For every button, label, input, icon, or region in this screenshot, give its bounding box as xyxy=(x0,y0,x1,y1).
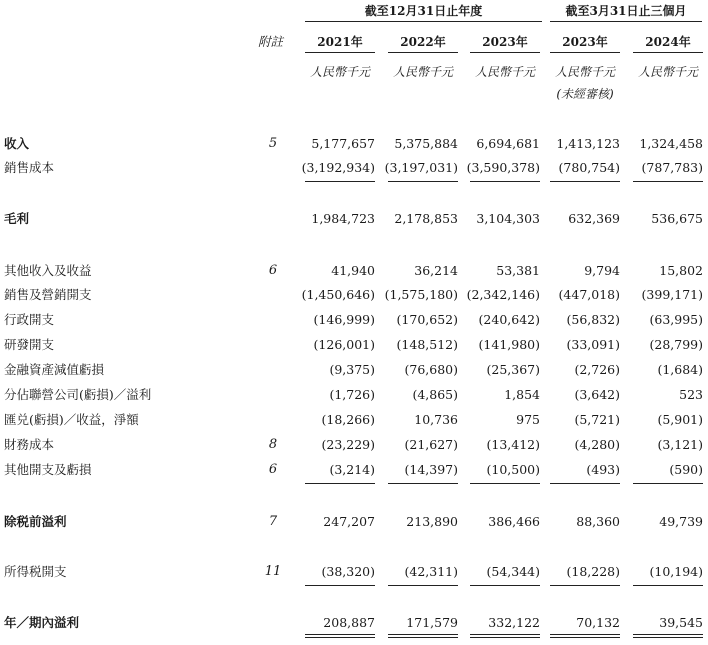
value-cell-profit-for-the-year-period-col0: 208,887 xyxy=(323,615,375,630)
value-cell-cost-of-sales-col0: (3,192,934) xyxy=(301,160,375,175)
single-rule-col4 xyxy=(633,181,703,182)
value-cell-exchange-gains-losses-net-col4: (5,901) xyxy=(657,412,703,427)
unit-2021: 人民幣千元 xyxy=(309,65,370,79)
value-cell-income-tax-expense-col3: (18,228) xyxy=(566,564,620,579)
value-cell-impairment-losses-on-financial-assets-col2: (25,367) xyxy=(486,362,540,377)
value-cell-rd-expenses-col3: (33,091) xyxy=(566,337,620,352)
value-cell-profit-for-the-year-period-col2: 332,122 xyxy=(488,615,540,630)
value-cell-other-expenses-and-losses-col0: (3,214) xyxy=(329,462,375,477)
value-cell-profit-for-the-year-period-col3: 70,132 xyxy=(576,615,620,630)
value-cell-impairment-losses-on-financial-assets-col4: (1,684) xyxy=(657,362,703,377)
value-cell-administrative-expenses-col1: (170,652) xyxy=(396,312,458,327)
value-cell-finance-costs-col3: (4,280) xyxy=(574,437,620,452)
header-three-months-group: 截至3月31日止三個月 xyxy=(565,4,687,18)
row-note-income-tax-expense: 11 xyxy=(264,564,282,579)
value-cell-finance-costs-col4: (3,121) xyxy=(657,437,703,452)
value-cell-exchange-gains-losses-net-col2: 975 xyxy=(516,412,540,427)
value-cell-cost-of-sales-col2: (3,590,378) xyxy=(466,160,540,175)
unit-2023-q1: 人民幣千元 xyxy=(554,65,615,79)
value-cell-gross-profit-col1: 2,178,853 xyxy=(394,211,458,226)
year-header-2022: 2022年 xyxy=(400,35,446,49)
value-cell-finance-costs-col1: (21,627) xyxy=(404,437,458,452)
value-cell-cost-of-sales-col1: (3,197,031) xyxy=(384,160,458,175)
double-rule-col1 xyxy=(388,634,458,638)
value-cell-profit-for-the-year-period-col4: 39,545 xyxy=(659,615,703,630)
year-rule-2023-q1 xyxy=(550,52,620,53)
value-cell-profit-before-tax-col3: 88,360 xyxy=(576,514,620,529)
value-cell-selling-and-marketing-expenses-col2: (2,342,146) xyxy=(466,287,540,302)
single-rule-col4 xyxy=(633,585,703,586)
row-label-profit-for-the-year-period: 年／期內溢利 xyxy=(4,615,80,630)
value-cell-income-tax-expense-col0: (38,320) xyxy=(321,564,375,579)
value-cell-other-expenses-and-losses-col4: (590) xyxy=(669,462,703,477)
header-fiscal-year-group: 截至12月31日止年度 xyxy=(364,4,483,18)
single-rule-col2 xyxy=(470,483,540,484)
value-cell-exchange-gains-losses-net-col1: 10,736 xyxy=(414,412,458,427)
value-cell-administrative-expenses-col4: (63,995) xyxy=(649,312,703,327)
row-note-other-expenses-and-losses: 6 xyxy=(268,462,278,477)
row-label-cost-of-sales: 銷售成本 xyxy=(4,160,55,175)
value-cell-impairment-losses-on-financial-assets-col0: (9,375) xyxy=(329,362,375,377)
row-label-rd-expenses: 研發開支 xyxy=(4,337,55,352)
single-rule-col2 xyxy=(470,181,540,182)
value-cell-share-of-associates-profit-loss-col4: 523 xyxy=(679,387,703,402)
value-cell-rd-expenses-col1: (148,512) xyxy=(396,337,458,352)
value-cell-income-tax-expense-col4: (10,194) xyxy=(649,564,703,579)
row-label-share-of-associates-profit-loss: 分佔聯營公司(虧損)／溢利 xyxy=(4,387,152,402)
row-label-other-income-and-gains: 其他收入及收益 xyxy=(4,263,92,278)
value-cell-gross-profit-col0: 1,984,723 xyxy=(311,211,375,226)
value-cell-other-income-and-gains-col1: 36,214 xyxy=(414,263,458,278)
value-cell-revenue-col3: 1,413,123 xyxy=(556,136,620,151)
value-cell-exchange-gains-losses-net-col0: (18,266) xyxy=(321,412,375,427)
value-cell-finance-costs-col0: (23,229) xyxy=(321,437,375,452)
row-label-exchange-gains-losses-net: 匯兑(虧損)／收益，淨額 xyxy=(4,412,139,427)
year-header-2024-q1: 2024年 xyxy=(645,35,691,49)
value-cell-rd-expenses-col0: (126,001) xyxy=(313,337,375,352)
value-cell-administrative-expenses-col3: (56,832) xyxy=(566,312,620,327)
value-cell-other-income-and-gains-col4: 15,802 xyxy=(659,263,703,278)
row-label-administrative-expenses: 行政開支 xyxy=(4,312,55,327)
value-cell-income-tax-expense-col2: (54,344) xyxy=(486,564,540,579)
value-cell-rd-expenses-col2: (141,980) xyxy=(478,337,540,352)
single-rule-col1 xyxy=(388,585,458,586)
double-rule-col4 xyxy=(633,634,703,638)
single-rule-col4 xyxy=(633,483,703,484)
double-rule-col0 xyxy=(305,634,375,638)
value-cell-revenue-col1: 5,375,884 xyxy=(394,136,458,151)
double-rule-col2 xyxy=(470,634,540,638)
single-rule-col3 xyxy=(550,181,620,182)
value-cell-impairment-losses-on-financial-assets-col1: (76,680) xyxy=(404,362,458,377)
year-header-2023-q1: 2023年 xyxy=(562,35,608,49)
value-cell-selling-and-marketing-expenses-col0: (1,450,646) xyxy=(301,287,375,302)
year-header-2023: 2023年 xyxy=(482,35,528,49)
unit-2024-q1: 人民幣千元 xyxy=(637,65,698,79)
value-cell-administrative-expenses-col2: (240,642) xyxy=(478,312,540,327)
value-cell-cost-of-sales-col4: (787,783) xyxy=(641,160,703,175)
single-rule-col3 xyxy=(550,585,620,586)
value-cell-profit-before-tax-col1: 213,890 xyxy=(406,514,458,529)
row-note-finance-costs: 8 xyxy=(268,437,278,452)
unit-2022: 人民幣千元 xyxy=(392,65,453,79)
unaudited-note: (未經審核) xyxy=(556,87,614,101)
row-label-gross-profit: 毛利 xyxy=(4,211,30,226)
value-cell-exchange-gains-losses-net-col3: (5,721) xyxy=(574,412,620,427)
single-rule-col1 xyxy=(388,181,458,182)
value-cell-revenue-col2: 6,694,681 xyxy=(476,136,540,151)
value-cell-gross-profit-col2: 3,104,303 xyxy=(476,211,540,226)
value-cell-profit-before-tax-col4: 49,739 xyxy=(659,514,703,529)
value-cell-income-tax-expense-col1: (42,311) xyxy=(404,564,458,579)
value-cell-profit-for-the-year-period-col1: 171,579 xyxy=(406,615,458,630)
header-three-months-rule xyxy=(550,21,702,22)
unit-2023: 人民幣千元 xyxy=(474,65,535,79)
row-label-revenue: 收入 xyxy=(4,136,30,151)
value-cell-gross-profit-col3: 632,369 xyxy=(568,211,620,226)
year-rule-2022 xyxy=(388,52,458,53)
value-cell-selling-and-marketing-expenses-col1: (1,575,180) xyxy=(384,287,458,302)
row-label-other-expenses-and-losses: 其他開支及虧損 xyxy=(4,462,92,477)
year-rule-2021 xyxy=(305,52,375,53)
note-column-header: 附註 xyxy=(258,34,284,49)
single-rule-col0 xyxy=(305,483,375,484)
single-rule-col2 xyxy=(470,585,540,586)
row-label-income-tax-expense: 所得税開支 xyxy=(4,564,67,579)
value-cell-rd-expenses-col4: (28,799) xyxy=(649,337,703,352)
value-cell-revenue-col0: 5,177,657 xyxy=(311,136,375,151)
single-rule-col1 xyxy=(388,483,458,484)
row-label-impairment-losses-on-financial-assets: 金融資產減值虧損 xyxy=(4,362,105,377)
header-fiscal-year-rule xyxy=(305,21,542,22)
double-rule-col3 xyxy=(550,634,620,638)
row-note-other-income-and-gains: 6 xyxy=(268,263,278,278)
year-rule-2024-q1 xyxy=(633,52,703,53)
value-cell-finance-costs-col2: (13,412) xyxy=(486,437,540,452)
single-rule-col0 xyxy=(305,585,375,586)
year-rule-2023 xyxy=(470,52,540,53)
value-cell-revenue-col4: 1,324,458 xyxy=(639,136,703,151)
value-cell-share-of-associates-profit-loss-col0: (1,726) xyxy=(329,387,375,402)
row-label-selling-and-marketing-expenses: 銷售及營銷開支 xyxy=(4,287,92,302)
value-cell-other-income-and-gains-col0: 41,940 xyxy=(331,263,375,278)
value-cell-share-of-associates-profit-loss-col2: 1,854 xyxy=(504,387,540,402)
value-cell-other-income-and-gains-col2: 53,381 xyxy=(496,263,540,278)
value-cell-other-expenses-and-losses-col2: (10,500) xyxy=(486,462,540,477)
value-cell-impairment-losses-on-financial-assets-col3: (2,726) xyxy=(574,362,620,377)
value-cell-share-of-associates-profit-loss-col1: (4,865) xyxy=(412,387,458,402)
value-cell-profit-before-tax-col0: 247,207 xyxy=(323,514,375,529)
row-label-finance-costs: 財務成本 xyxy=(4,437,55,452)
value-cell-selling-and-marketing-expenses-col3: (447,018) xyxy=(558,287,620,302)
single-rule-col3 xyxy=(550,483,620,484)
value-cell-gross-profit-col4: 536,675 xyxy=(651,211,703,226)
value-cell-selling-and-marketing-expenses-col4: (399,171) xyxy=(641,287,703,302)
value-cell-other-expenses-and-losses-col3: (493) xyxy=(586,462,620,477)
value-cell-profit-before-tax-col2: 386,466 xyxy=(488,514,540,529)
row-note-revenue: 5 xyxy=(268,136,278,151)
value-cell-administrative-expenses-col0: (146,999) xyxy=(313,312,375,327)
single-rule-col0 xyxy=(305,181,375,182)
row-label-profit-before-tax: 除税前溢利 xyxy=(4,514,67,529)
value-cell-other-income-and-gains-col3: 9,794 xyxy=(584,263,620,278)
value-cell-share-of-associates-profit-loss-col3: (3,642) xyxy=(574,387,620,402)
value-cell-cost-of-sales-col3: (780,754) xyxy=(558,160,620,175)
row-note-profit-before-tax: 7 xyxy=(268,514,278,529)
value-cell-other-expenses-and-losses-col1: (14,397) xyxy=(404,462,458,477)
year-header-2021: 2021年 xyxy=(317,35,363,49)
